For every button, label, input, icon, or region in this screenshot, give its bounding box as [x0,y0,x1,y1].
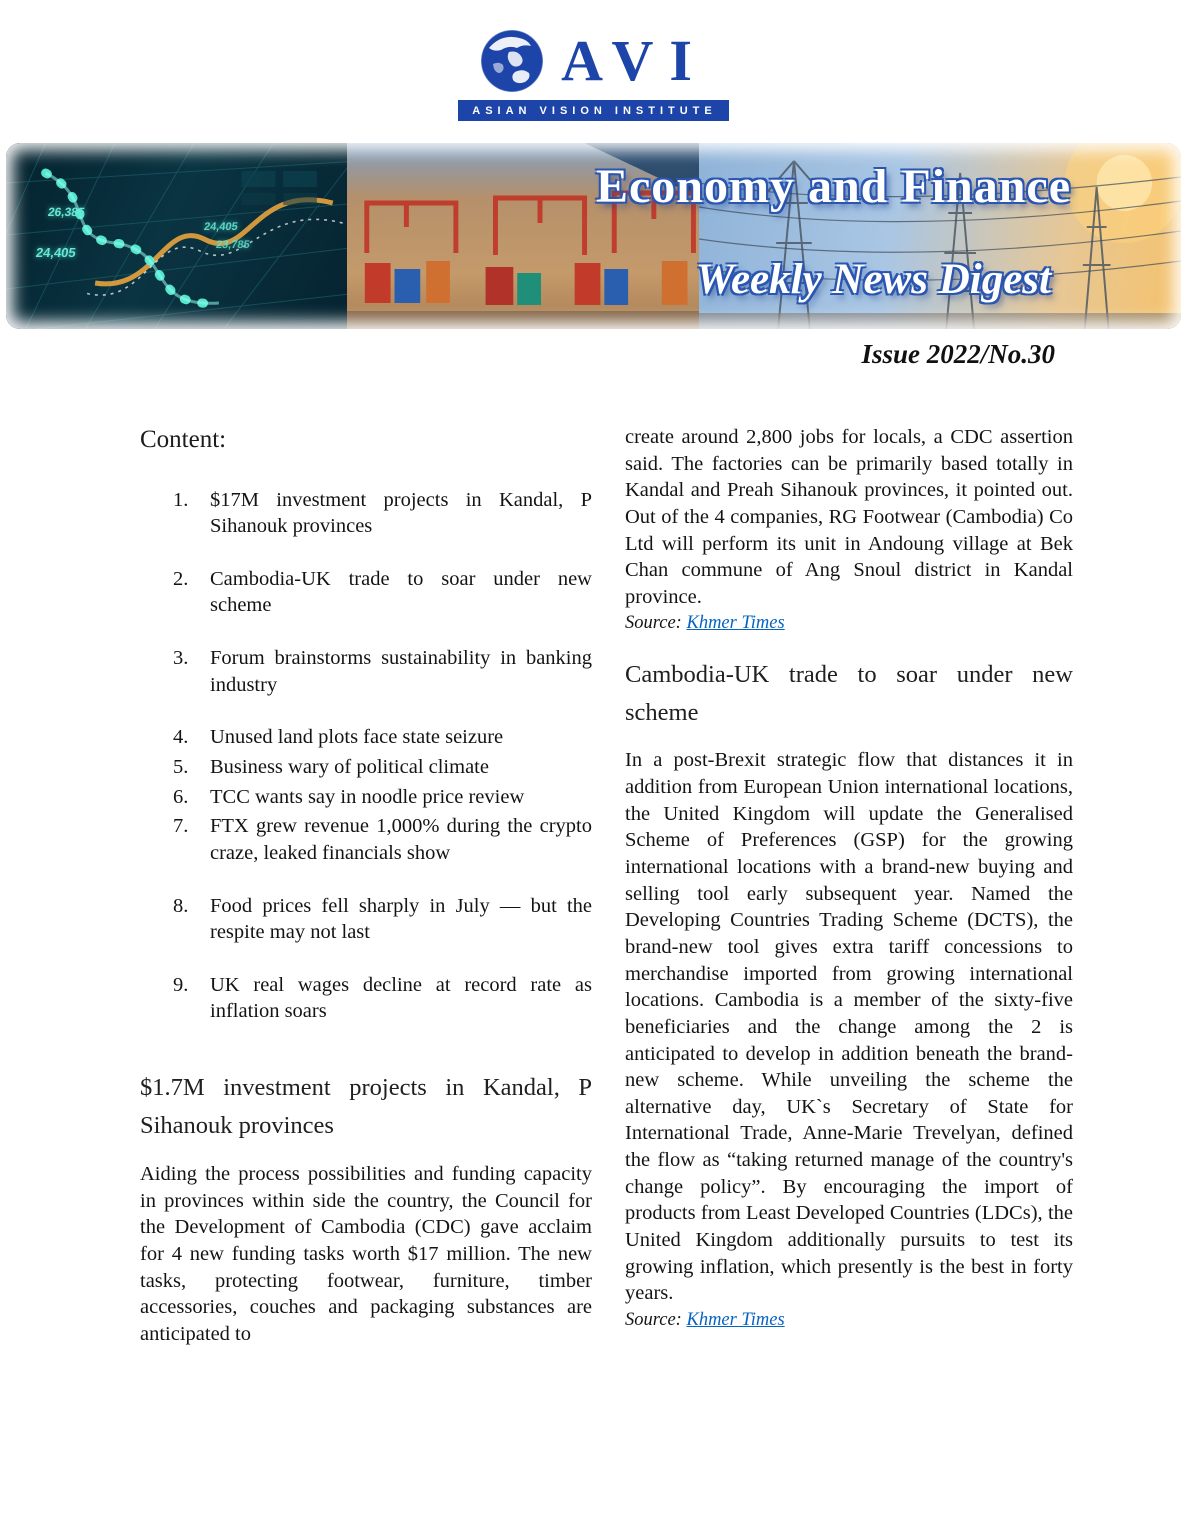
newsletter-body [0,424,1187,1348]
article-1-heading: $1.7M investment projects in Kandal, P Sihanouk provinces [140,1074,592,1140]
source-label: Source: [625,1309,682,1330]
ticker-number: 24,405 [34,245,77,260]
content-item-8: 8. Food prices fell sharply in July — but the respite may not last [173,894,592,944]
article-1-body-part1: Aiding the process possibilities and funding capacity in provinces within side the country, the Council for the Development of Cambodia (CDC) gave acclaim for 4 new funding tasks worth $17 million. The new tasks, protecting footwear, furniture, timber accessories, couches and packaging substances are anticipated to [140,1163,592,1345]
content-item-4: 4. Unused land plots face state seizure [173,726,504,749]
logo-acronym: AVI [561,28,708,93]
ticker-number: 26,385 [47,205,86,219]
right-column [625,424,1073,1348]
banner [6,143,1181,329]
article-2-heading: Cambodia-UK trade to soar under new scheme [625,660,1073,726]
banner-image-stock-chart [6,143,359,329]
content-item-1: 1. $17M investment projects in Kandal, P Sihanouk provinces [173,488,592,538]
content-item-7: 7. FTX grew revenue 1,000% during the crypto craze, leaked financials show [173,815,592,864]
article-2-body: In a post-Brexit strategic flow that distances it in addition from European Union international locations, the United Kingdom will update the Generalised Scheme of Preferences (GSP) for the growing international locations with a brand-new buying and selling tool early subsequent year. Named the Developing Countries Trading Scheme (DCTS), the brand-new tool gives extra tariff concessions to merchandise imported from growing international locations. Cambodia is a member of the sixty-five beneficiaries and the change among the 2 is anticipated to develop in addition beneath the brand-new scheme. While unveiling the scheme the alternative day, UK`s Secretary of State for International Trade, Anne-Marie Trevelyan, defined the flow as “taking returned manage of the country's change policy”. By encouraging the import of products from Least Developed Countries (LDCs), the United Kingdom additionally pursuits to test its growing inflation, which presently is the best in forty years. [625,749,1073,1305]
content-list [140,487,592,1026]
content-item-5: 5. Business wary of political climate [173,755,489,778]
content-heading: Content: [140,426,227,453]
logo-subtitle-bar: ASIAN VISION INSTITUTE [458,100,728,121]
avi-globe-icon [479,28,545,94]
left-column [140,424,592,1348]
stock-chart-graphic [6,143,359,329]
khmer-times-link[interactable]: Khmer Times [686,613,785,634]
banner-title: Economy and Finance [595,160,1071,213]
content-item-3: 3. Forum brainstorms sustainability in banking industry [173,647,592,696]
article-1-body-part2: create around 2,800 jobs for locals, a CDC assertion said. The factories can be primarily based totally in Kandal and Preah Sihanouk provinces, it pointed out. Out of the 4 companies, RG Footwear (Cambodia) Co Ltd will perform its unit in Andoung village at Bek Chan commune of Ang Snoul district in Kandal province. [625,426,1073,608]
khmer-times-link[interactable]: Khmer Times [686,1309,785,1330]
source-label: Source: [625,613,682,634]
banner-subtitle: Weekly News Digest [695,256,1051,303]
header-logo [0,0,1187,121]
issue-label: Issue 2022/No.30 [861,339,1055,369]
content-item-9: 9. UK real wages decline at record rate as inflation soars [173,973,592,1023]
ticker-number: 23,785 [215,239,251,251]
ticker-number: 24,405 [203,221,239,233]
content-item-6: 6. TCC wants say in noodle price review [173,785,525,808]
content-item-2: 2. Cambodia-UK trade to soar under new scheme [173,567,592,617]
article-1-source [625,611,1073,635]
article-2-source [625,1308,1073,1332]
